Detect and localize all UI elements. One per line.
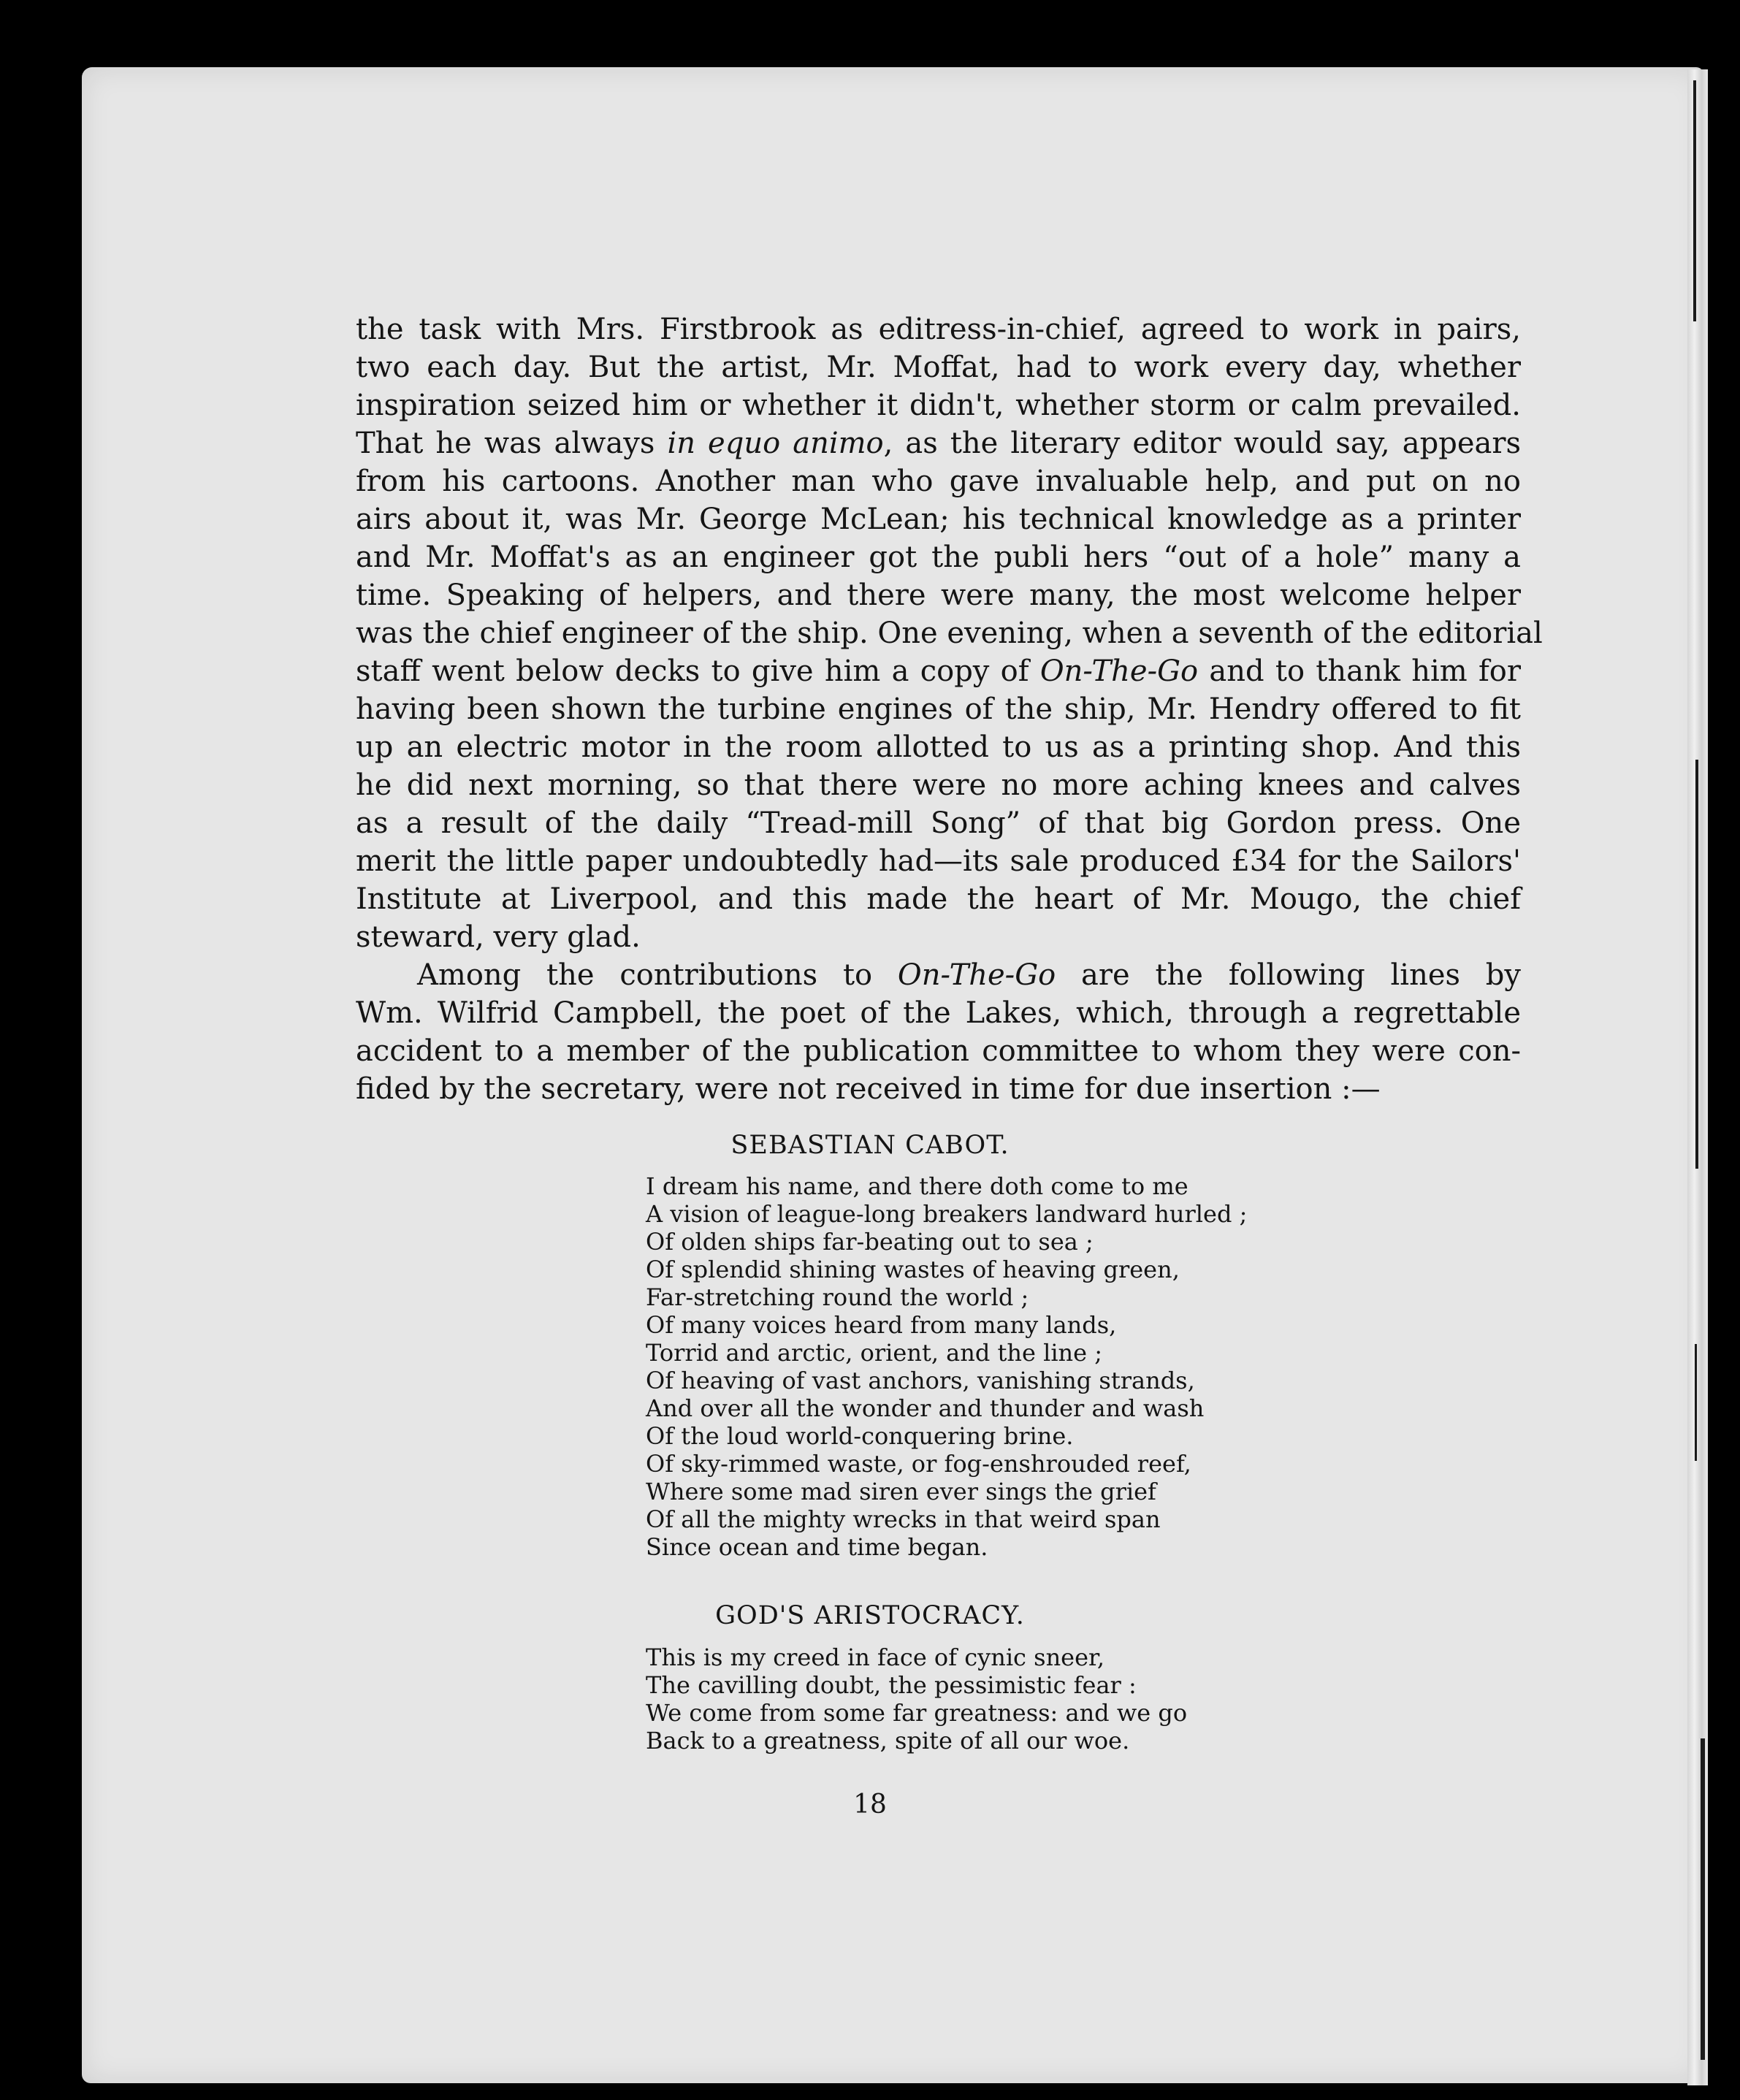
- poem-line: Of many voices heard from many lands,: [646, 1311, 1117, 1339]
- text-line: two each day. But the artist, Mr. Moffat, had to work every day, whether: [356, 351, 1521, 384]
- poem-line: Since ocean and time began.: [646, 1533, 988, 1561]
- page-number: 18: [853, 1790, 887, 1820]
- text-line: as a result of the daily “Tread-mill Song” of that big Gordon press. One: [356, 806, 1521, 840]
- poem-line: Of sky-rimmed waste, or fog-enshrouded reef,: [646, 1450, 1191, 1478]
- text-line: inspiration seized him or whether it didn't, whether storm or calm prevailed.: [356, 389, 1521, 422]
- text-line: from his cartoons. Another man who gave invaluable help, and put on no: [356, 465, 1521, 498]
- page-edge-line: [1701, 1738, 1705, 2060]
- poem-title: SEBASTIAN CABOT.: [730, 1131, 1010, 1160]
- body-text: [356, 310, 1543, 1108]
- publication-title: On-The-Go: [1039, 654, 1199, 688]
- poem-line: Of splendid shining wastes of heaving green,: [646, 1256, 1180, 1283]
- text-line: airs about it, was Mr. George McLean; his technical knowledge as a printer: [356, 503, 1521, 536]
- text-line: was the chief engineer of the ship. One evening, when a seventh of the editorial: [356, 616, 1543, 650]
- text-line: the task with Mrs. Firstbrook as editress-in-chief, agreed to work in pairs,: [356, 313, 1521, 346]
- poem-line: Of the loud world-conquering brine.: [646, 1422, 1074, 1450]
- text-line: time. Speaking of helpers, and there were many, the most welcome helper: [356, 579, 1521, 612]
- paragraph: [356, 956, 1521, 1108]
- text-line: and Mr. Moffat's as an engineer got the publi hers “out of a hole” many a: [356, 541, 1521, 574]
- poem-line: Torrid and arctic, orient, and the line ;: [646, 1339, 1103, 1367]
- poem-line: And over all the wonder and thunder and wash: [646, 1394, 1205, 1422]
- text-line: [356, 956, 1521, 994]
- page-edge-line: [1695, 1344, 1697, 1461]
- page-edge-line: [1693, 80, 1696, 321]
- page-edge-line: [1695, 760, 1698, 1169]
- poem-line: Far-stretching round the world ;: [646, 1283, 1029, 1311]
- text-line: having been shown the turbine engines of the ship, Mr. Hendry offered to fit: [356, 692, 1521, 726]
- text-line: [356, 424, 1521, 462]
- text-fragment: Among the contributions to: [417, 958, 873, 992]
- text-fragment: and to thank him for: [1209, 654, 1521, 688]
- poem-line: We come from some far greatness: and we go: [646, 1699, 1188, 1727]
- poem-line: This is my creed in face of cynic sneer,: [646, 1643, 1104, 1671]
- text-line: merit the little paper undoubtedly had—its sale produced £34 for the Sailors': [356, 844, 1521, 878]
- text-line: he did next morning, so that there were no more aching knees and calves: [356, 768, 1521, 802]
- poem-body: [646, 1643, 1303, 1755]
- text-line: [356, 652, 1521, 690]
- poem-line: Of all the mighty wrecks in that weird span: [646, 1505, 1161, 1533]
- text-fragment: , as the literary editor would say, appears: [883, 427, 1521, 460]
- text-fragment: That he was always: [356, 427, 655, 460]
- poem-line: Of heaving of vast anchors, vanishing strands,: [646, 1367, 1195, 1394]
- poem-title: GOD'S ARISTOCRACY.: [715, 1601, 1025, 1630]
- publication-title: On-The-Go: [897, 958, 1056, 992]
- poem-body: [646, 1172, 1303, 1561]
- poem-line: I dream his name, and there doth come to me: [646, 1172, 1188, 1200]
- poem-line: A vision of league-long breakers landward hurled ;: [646, 1200, 1248, 1228]
- text-fragment: are the following lines by: [1081, 958, 1522, 992]
- poem-line: Back to a greatness, spite of all our woe.: [646, 1727, 1130, 1755]
- poem-line: Where some mad siren ever sings the grief: [646, 1478, 1156, 1505]
- paragraph: [356, 310, 1543, 956]
- text-line: fided by the secretary, were not received in time for due insertion :—: [356, 1072, 1381, 1106]
- text-line: Institute at Liverpool, and this made the heart of Mr. Mougo, the chief: [356, 882, 1521, 916]
- poem-line: Of olden ships far-beating out to sea ;: [646, 1228, 1094, 1256]
- text-line: steward, very glad.: [356, 920, 641, 954]
- text-fragment: staff went below decks to give him a copy of: [356, 654, 1029, 688]
- text-line: Wm. Wilfrid Campbell, the poet of the Lakes, which, through a regrettable: [356, 996, 1521, 1030]
- latin-phrase: in equo animo: [667, 427, 884, 460]
- text-line: up an electric motor in the room allotted to us as a printing shop. And this: [356, 730, 1521, 764]
- text-line: accident to a member of the publication committee to whom they were con-: [356, 1034, 1521, 1068]
- poem-line: The cavilling doubt, the pessimistic fear :: [646, 1671, 1137, 1699]
